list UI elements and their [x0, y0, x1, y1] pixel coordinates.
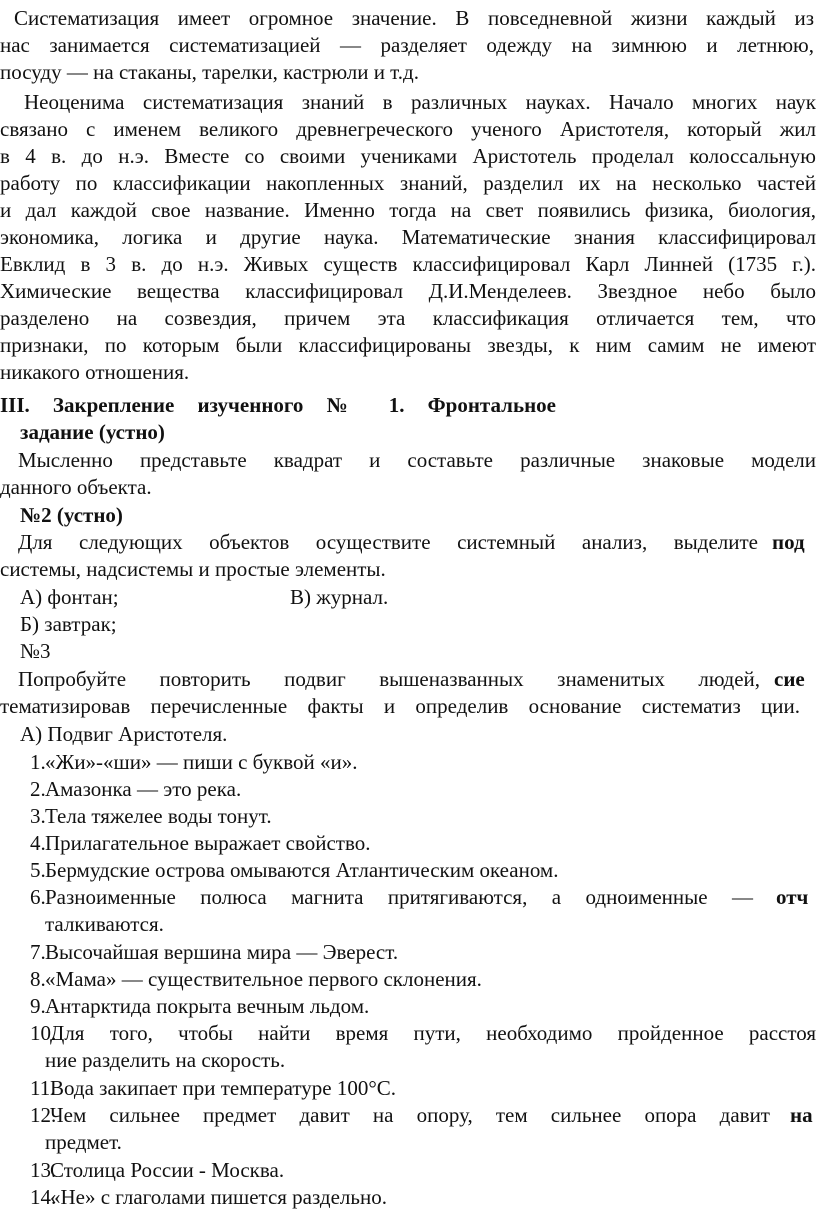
paragraph-1-line-1: Систематизация имеет огромное значение. В повседневной жизни каждый из — [14, 6, 814, 30]
fact-text: Прилагательное выражает свойство. — [45, 831, 371, 855]
section-heading-continuation: задание (устно) — [20, 420, 165, 444]
fact-number: 6. — [30, 885, 46, 909]
task-2-line-1-bold-fragment: под — [772, 530, 805, 554]
fact-text: Амазонка — это река. — [45, 777, 242, 801]
fact-text: Чем сильнее предмет давит на опору, тем сильнее опора давит — [50, 1103, 770, 1127]
paragraph-1-line-3: посуду — на стаканы, тарелки, кастрюли и т.д. — [0, 60, 419, 84]
fact-text: Антарктида покрыта вечным льдом. — [45, 994, 370, 1018]
section-heading: III. Закрепление изученного № 1. Фронтальное — [0, 393, 556, 417]
fact-number: 11. — [30, 1076, 56, 1100]
fact-number: 7. — [30, 940, 46, 964]
paragraph-2-line-9: разделено на созвездия, причем эта классификация отличается тем, что — [0, 306, 816, 330]
fact-text-bold-fragment: на — [790, 1103, 813, 1127]
fact-number: 4. — [30, 831, 46, 855]
fact-number: 5. — [30, 858, 46, 882]
task-3-subheading: А) Подвиг Аристотеля. — [20, 722, 228, 746]
task-2-item-b: Б) завтрак; — [20, 612, 117, 636]
fact-number: 3. — [30, 804, 46, 828]
fact-text: «Жи»-«ши» — пиши с буквой «и». — [45, 750, 358, 774]
fact-text: Для того, чтобы найти время пути, необходимо пройденное расстоя — [50, 1021, 816, 1045]
fact-number: 2. — [30, 777, 46, 801]
paragraph-2-line-5: и дал каждой свое название. Именно тогда на свет появились физика, биология, — [0, 198, 816, 222]
task-3-line-2: тематизировав перечисленные факты и определив основание систематиз ции. — [0, 694, 800, 718]
fact-text: Высочайшая вершина мира — Эверест. — [45, 940, 399, 964]
paragraph-2-line-10: признаки, по которым были классифицированы звезды, к ним самим не имеют — [0, 333, 816, 357]
paragraph-2-line-2: связано с именем великого древнегреческого ученого Аристотеля, который жил — [0, 117, 816, 141]
fact-text: Столица России - Москва. — [50, 1158, 285, 1182]
paragraph-1-line-2: нас занимается систематизацией — разделяет одежду на зимнюю и летнюю, — [0, 33, 814, 57]
task-3-line-1-bold-fragment: сие — [774, 667, 805, 691]
fact-text: Бермудские острова омываются Атлантическим океаном. — [45, 858, 559, 882]
fact-text: Вода закипает при температуре 100°С. — [50, 1076, 396, 1100]
fact-text: «Не» с глаголами пишется раздельно. — [50, 1185, 387, 1209]
fact-number: 13. — [30, 1158, 57, 1182]
task-2-item-a: А) фонтан; — [20, 585, 119, 609]
fact-text: Тела тяжелее воды тонут. — [45, 804, 272, 828]
paragraph-2-line-1: Неоценима систематизация знаний в различных науках. Начало многих наук — [24, 90, 816, 114]
fact-number: 8. — [30, 967, 46, 991]
task-1-line-1: Мысленно представьте квадрат и составьте различные знаковые модели — [18, 448, 816, 472]
paragraph-2-line-8: Химические вещества классифицировал Д.И.Менделеев. Звездное небо было — [0, 279, 816, 303]
fact-text: Разноименные полюса магнита притягиваются, а одноименные — — [45, 885, 753, 909]
fact-number: 10. — [30, 1021, 57, 1045]
fact-number: 12. — [30, 1103, 57, 1127]
task-2-item-v: В) журнал. — [290, 585, 389, 609]
task-3-line-1: Попробуйте повторить подвиг вышеназванных знаменитых людей, — [18, 667, 760, 691]
paragraph-2-line-6: экономика, логика и другие наука. Математические знания классифицировал — [0, 225, 816, 249]
paragraph-2-line-7: Евклид в 3 в. до н.э. Живых существ классифицировал Карл Линней (1735 г.). — [0, 252, 816, 276]
fact-number: 1. — [30, 750, 46, 774]
paragraph-2-line-4: работу по классификации накопленных знаний, разделил их на несколько частей — [0, 171, 816, 195]
task-2-line-1: Для следующих объектов осуществите системный анализ, выделите — [18, 530, 758, 554]
paragraph-2-line-3: в 4 в. до н.э. Вместе со своими учениками Аристотель проделал колоссальную — [0, 144, 816, 168]
fact-number: 14. — [30, 1185, 57, 1209]
task-3-heading: №3 — [20, 639, 51, 663]
fact-number: 9. — [30, 994, 46, 1018]
paragraph-2-line-11: никакого отношения. — [0, 360, 190, 384]
task-1-line-2: данного объекта. — [0, 475, 152, 499]
fact-text: «Мама» — существительное первого склонения. — [45, 967, 482, 991]
task-2-heading: №2 (устно) — [20, 503, 123, 527]
fact-text-continuation: ние разделить на скорость. — [45, 1048, 286, 1072]
fact-text-continuation: талкиваются. — [45, 912, 164, 936]
fact-text-bold-fragment: отч — [776, 885, 809, 909]
task-2-line-2: системы, надсистемы и простые элементы. — [0, 557, 386, 581]
fact-text-continuation: предмет. — [45, 1130, 122, 1154]
